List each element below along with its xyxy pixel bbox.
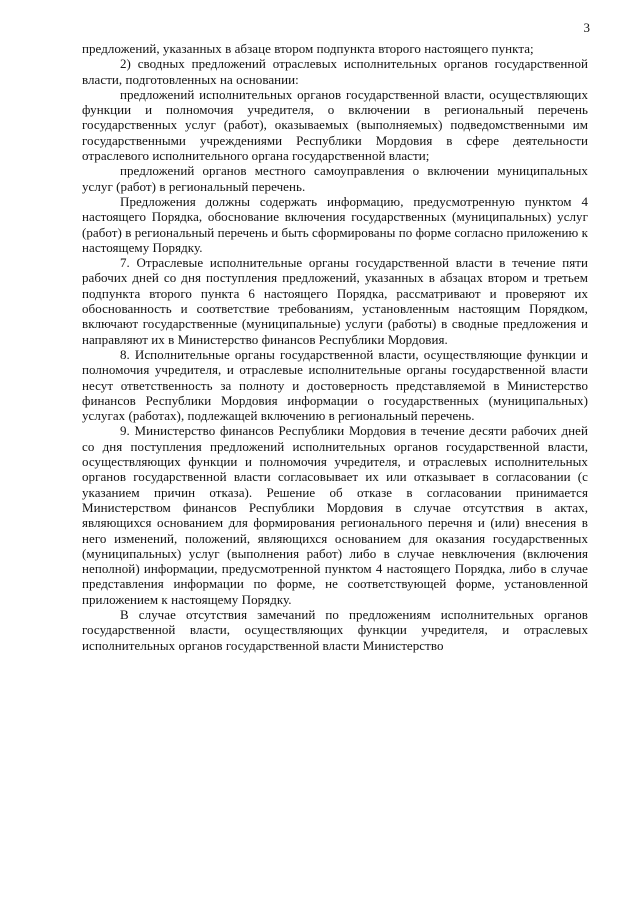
- paragraph-no-remarks: В случае отсутствия замечаний по предложениям исполнительных органов государственной власти, осуществляющих функции учредителя, и отраслевых исполнительных органов государственной власти Министерство: [82, 606, 588, 653]
- paragraph-continuation: предложений, указанных в абзаце втором подпункта второго настоящего пункта;: [82, 41, 534, 56]
- paragraph-proposals-local-government: предложений органов местного самоуправления о включении муниципальных услуг (работ) в региональный перечень.: [82, 163, 588, 194]
- paragraph-item-7: 7. Отраслевые исполнительные органы государственной власти в течение пяти рабочих дней со дня поступления предложений, указанных в абзацах втором и третьем подпункта второго пункта 6 настоящего Порядка, рассматривают и проверяют их обоснованность и соответствие требованиям, установленным настоящим Порядком, включают государственные (муниципальные) услуги (работы) в сводные предложения и направляют их в Министерство финансов Республики Мордовия.: [82, 255, 588, 347]
- page-number: 3: [583, 20, 590, 35]
- paragraph-item-8: 8. Исполнительные органы государственной власти, осуществляющие функции и полномочия учредителя, и отраслевые исполнительные органы государственной власти несут ответственность за полноту и достоверность представляемой в Министерство финансов Республики Мордовия информации о государственных (муниципальных) услугах (работах), подлежащей включению в региональный перечень.: [82, 346, 588, 424]
- paragraph-proposals-content: Предложения должны содержать информацию, предусмотренную пунктом 4 настоящего Порядка, обоснование включения государственных (муниципальных) услуг (работ) в региональный перечень и быть сформированы по форме согласно приложению к настоящему Порядку.: [82, 193, 588, 255]
- paragraph-proposals-executive-bodies: предложений исполнительных органов государственной власти, осуществляющих функции и полномочия учредителя, о включении в региональный перечень государственных услуг (работ), оказываемых (выполняемых) подведомственными им государственными учреждениями Республики Мордовия в сфере деятельности отраслевого исполнительного органа государственной власти;: [82, 86, 588, 164]
- document-body: [82, 41, 588, 653]
- paragraph-subitem-2: 2) сводных предложений отраслевых исполнительных органов государственной власти, подготовленных на основании:: [82, 56, 588, 87]
- paragraph-item-9: 9. Министерство финансов Республики Мордовия в течение десяти рабочих дней со дня поступления предложений исполнительных органов государственной власти, осуществляющих функции и полномочия учредителя, и отраслевых исполнительных органов государственной власти согласовывает их или отказывает в согласовании (с указанием причин отказа). Решение об отказе в согласовании принимается Министерством финансов Республики Мордовия в случае отсутствия в актах, являющихся основанием для формирования регионального перечня и (или) внесения в него изменений, положений, являющихся основанием для оказания государственных (муниципальных) услуг (выполнения работ) либо в случае невключения (включения неполной) информации, предусмотренной пунктом 4 настоящего Порядка, либо в случае представления информации по форме, не соответствующей форме, установленной приложением к настоящему Порядку.: [82, 423, 588, 607]
